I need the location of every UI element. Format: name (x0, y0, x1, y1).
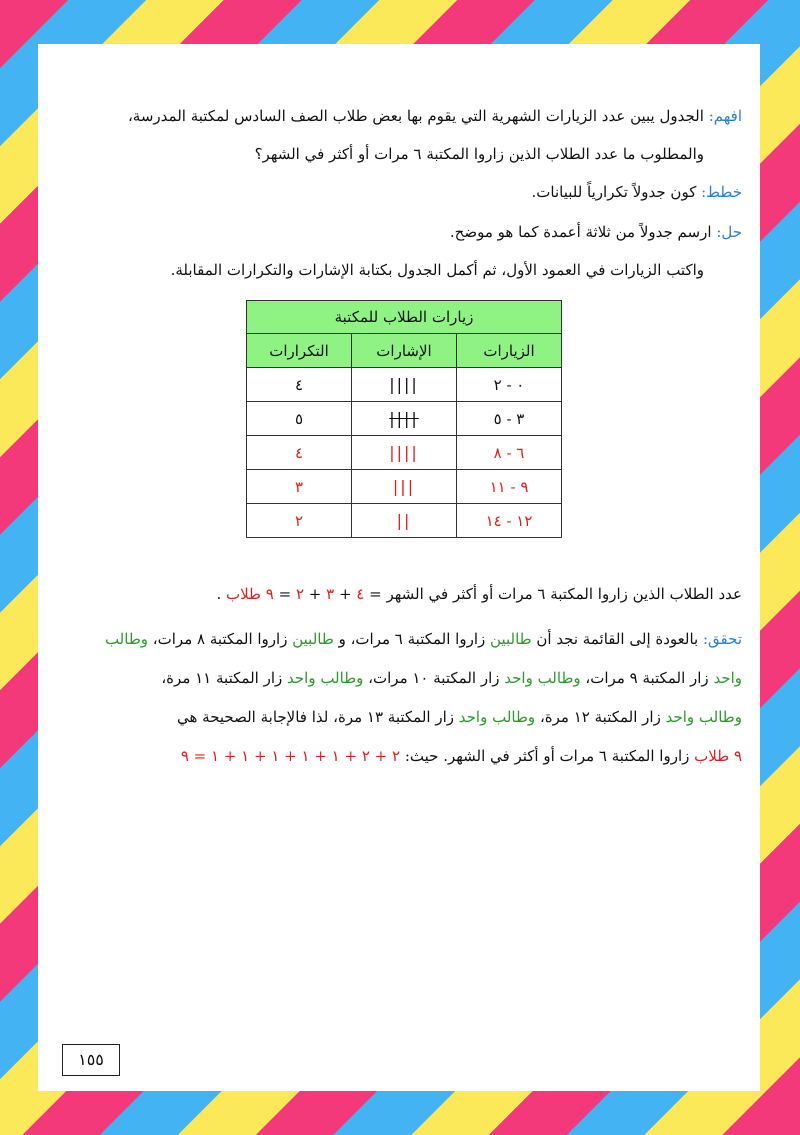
understand-line-1 (52, 106, 742, 126)
check-sum: ٢ + ٢ + ١ + ١ + ١ + ١ + ١ = ٩ (180, 747, 401, 765)
check-highlight: طالبين (292, 630, 334, 648)
table-title: زيارات الطلاب للمكتبة (247, 301, 562, 334)
result-n1: ٤ (356, 585, 365, 603)
cell-visits: ٠ - ٢ (457, 368, 562, 402)
textbook-page (38, 44, 760, 1091)
cell-tally: |||| (352, 402, 457, 436)
cell-tally: |||| (352, 436, 457, 470)
understand-line-2: والمطلوب ما عدد الطلاب الذين زاروا المكتبة ٦ مرات أو أكثر في الشهر؟ (254, 145, 704, 163)
solve-line-1 (52, 222, 742, 242)
check-highlight: وطالب واحد (665, 708, 742, 726)
cell-frequency: ٤ (247, 436, 352, 470)
check-highlight: طالبين (490, 630, 532, 648)
check-highlight: واحد (713, 669, 742, 687)
page-number: ١٥٥ (62, 1044, 120, 1076)
visits-frequency-table (246, 300, 562, 538)
cell-frequency: ٤ (247, 368, 352, 402)
check-highlight: وطالب واحد (458, 708, 536, 726)
check-text: زار المكتبة ١٣ مرة، لذا فالإجابة الصحيحة هي (176, 708, 459, 726)
table-row (247, 368, 562, 402)
check-text: زار المكتبة ١١ مرة، (161, 669, 287, 687)
plan-label: خطط: (701, 183, 742, 201)
header-frequency: التكرارات (247, 334, 352, 368)
solve-label: حل: (716, 223, 742, 241)
cell-visits: ٩ - ١١ (457, 470, 562, 504)
result-text: عدد الطلاب الذين زاروا المكتبة ٦ مرات أو أكثر في الشهر = (364, 585, 742, 603)
result-n3: ٢ (295, 585, 304, 603)
cell-visits: ١٢ - ١٤ (457, 504, 562, 538)
check-text: زاروا المكتبة ٦ مرات، و (333, 630, 491, 648)
check-text: بالعودة إلى القائمة نجد أن (531, 630, 703, 648)
cell-frequency: ٣ (247, 470, 352, 504)
check-text: زاروا المكتبة ٦ مرات أو أكثر في الشهر. حيث: (400, 747, 695, 765)
result-plus2: + (304, 585, 327, 603)
understand-text-1: الجدول يبين عدد الزيارات الشهرية التي يقوم بها بعض طلاب الصف السادس لمكتبة المدرسة، (127, 107, 704, 125)
cell-tally: || (352, 504, 457, 538)
table-row (247, 436, 562, 470)
check-highlight: وطالب واحد (504, 669, 581, 687)
check-text: زاروا المكتبة ٨ مرات، (148, 630, 293, 648)
check-highlight: وطالب واحد (287, 669, 364, 687)
header-tally: الإشارات (352, 334, 457, 368)
cell-tally: |||| (352, 368, 457, 402)
result-total: ٩ طلاب (225, 585, 274, 603)
plan-text: كون جدولاً تكرارياً للبيانات. (531, 183, 697, 201)
cell-tally: ||| (352, 470, 457, 504)
check-highlight: وطالب (104, 630, 149, 648)
table-row (247, 470, 562, 504)
understand-label: افهم: (708, 107, 742, 125)
check-text: زار المكتبة ١٢ مرة، (535, 708, 666, 726)
check-text: زار المكتبة ١٠ مرات، (363, 669, 505, 687)
cell-frequency: ٥ (247, 402, 352, 436)
cell-frequency: ٢ (247, 504, 352, 538)
result-eq: = (273, 585, 296, 603)
check-label: تحقق: (702, 630, 742, 648)
table-row (247, 504, 562, 538)
result-n2: ٣ (326, 585, 335, 603)
cell-visits: ٣ - ٥ (457, 402, 562, 436)
check-line-3 (52, 707, 742, 727)
result-end: . (216, 585, 226, 603)
plan-line (52, 182, 742, 202)
cell-visits: ٦ - ٨ (457, 436, 562, 470)
check-line-4 (52, 746, 742, 766)
result-line (52, 584, 742, 604)
table-row (247, 402, 562, 436)
check-text: زار المكتبة ٩ مرات، (580, 669, 714, 687)
header-visits: الزيارات (457, 334, 562, 368)
check-line-2 (52, 668, 742, 688)
check-line-1 (52, 629, 742, 649)
check-answer: ٩ طلاب (694, 747, 742, 765)
solve-text-1: ارسم جدولاً من ثلاثة أعمدة كما هو موضح. (449, 223, 712, 241)
result-plus1: + (334, 585, 357, 603)
solve-line-2: واكتب الزيارات في العمود الأول، ثم أكمل الجدول بكتابة الإشارات والتكرارات المقابلة. (170, 261, 704, 279)
